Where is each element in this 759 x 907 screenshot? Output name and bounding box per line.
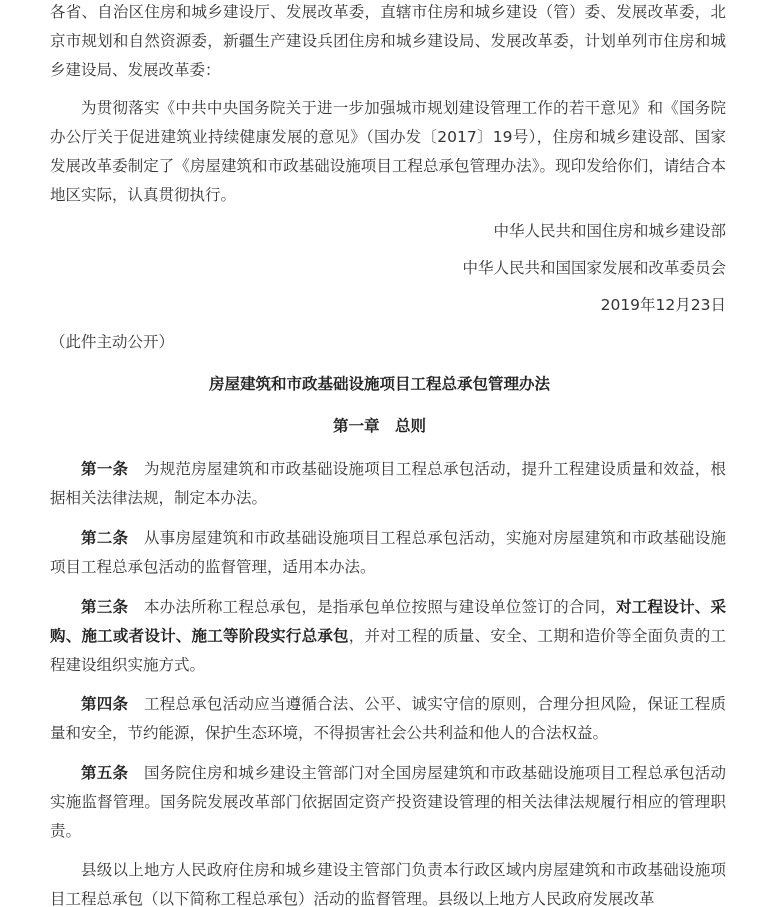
article-5 xyxy=(50,759,726,846)
disclosure-note: （此件主动公开） xyxy=(50,333,175,351)
signatory-moh: 中华人民共和国住房和城乡建设部 xyxy=(493,222,726,240)
article-2-label: 第二条 xyxy=(81,529,129,547)
article-4 xyxy=(50,690,726,748)
trailing-paragraph: 县级以上地方人民政府住房和城乡建设主管部门负责本行政区域内房屋建筑和市政基础设施项目工程总承包（以下简称工程总承包）活动的监督管理。县级以上地方人民政府发展改革 xyxy=(50,861,726,907)
article-2-text: 从事房屋建筑和市政基础设施项目工程总承包活动，实施对房屋建筑和市政基础设施项目工程总承包活动的监督管理，适用本办法。 xyxy=(50,529,726,576)
article-5-label: 第五条 xyxy=(81,764,129,782)
article-2 xyxy=(50,524,726,582)
article-5-text: 国务院住房和城乡建设主管部门对全国房屋建筑和市政基础设施项目工程总承包活动实施监督管理。国务院发展改革部门依据固定资产投资建设管理的相关法律法规履行相应的管理职责。 xyxy=(50,764,726,840)
article-1-text: 为规范房屋建筑和市政基础设施项目工程总承包活动，提升工程建设质量和效益，根据相关法律法规，制定本办法。 xyxy=(50,460,726,507)
issue-date: 2019年12月23日 xyxy=(600,296,726,314)
article-3-text-before: 本办法所称工程总承包，是指承包单位按照与建设单位签订的合同， xyxy=(128,598,617,616)
article-4-label: 第四条 xyxy=(81,695,129,713)
article-3-text-bold: 对工程设计、采购、施工或者设计、施工等阶段实行总承包 xyxy=(50,598,726,645)
signatory-ndrc: 中华人民共和国国家发展和改革委员会 xyxy=(462,259,726,277)
article-1 xyxy=(50,455,726,513)
article-3 xyxy=(50,593,726,680)
notice-body-paragraph: 为贯彻落实《中共中央国务院关于进一步加强城市规划建设管理工作的若干意见》和《国务院办公厅关于促进建筑业持续健康发展的意见》（国办发〔2017〕19号），住房和城乡建设部、国家发展改革委制定了《房屋建筑和市政基础设施项目工程总承包管理办法》。现印发给你们，请结合本地区实际，认真贯彻执行。 xyxy=(50,99,726,204)
article-3-text-after: ，并对工程的质量、安全、工期和造价等全面负责的工程建设组织实施方式。 xyxy=(50,627,726,674)
article-3-label: 第三条 xyxy=(81,598,129,616)
document-title: 房屋建筑和市政基础设施项目工程总承包管理办法 xyxy=(208,375,550,393)
article-4-text: 工程总承包活动应当遵循合法、公平、诚实守信的原则，合理分担风险，保证工程质量和安全，节约能源，保护生态环境，不得损害社会公共利益和他人的合法权益。 xyxy=(50,695,726,742)
addressees-paragraph: 各省、自治区住房和城乡建设厅、发展改革委，直辖市住房和城乡建设（管）委、发展改革委，北京市规划和自然资源委，新疆生产建设兵团住房和城乡建设局、发展改革委，计划单列市住房和城乡建设局、发展改革委： xyxy=(50,3,726,79)
chapter-title: 第一章 总则 xyxy=(332,417,426,435)
article-1-label: 第一条 xyxy=(81,460,129,478)
